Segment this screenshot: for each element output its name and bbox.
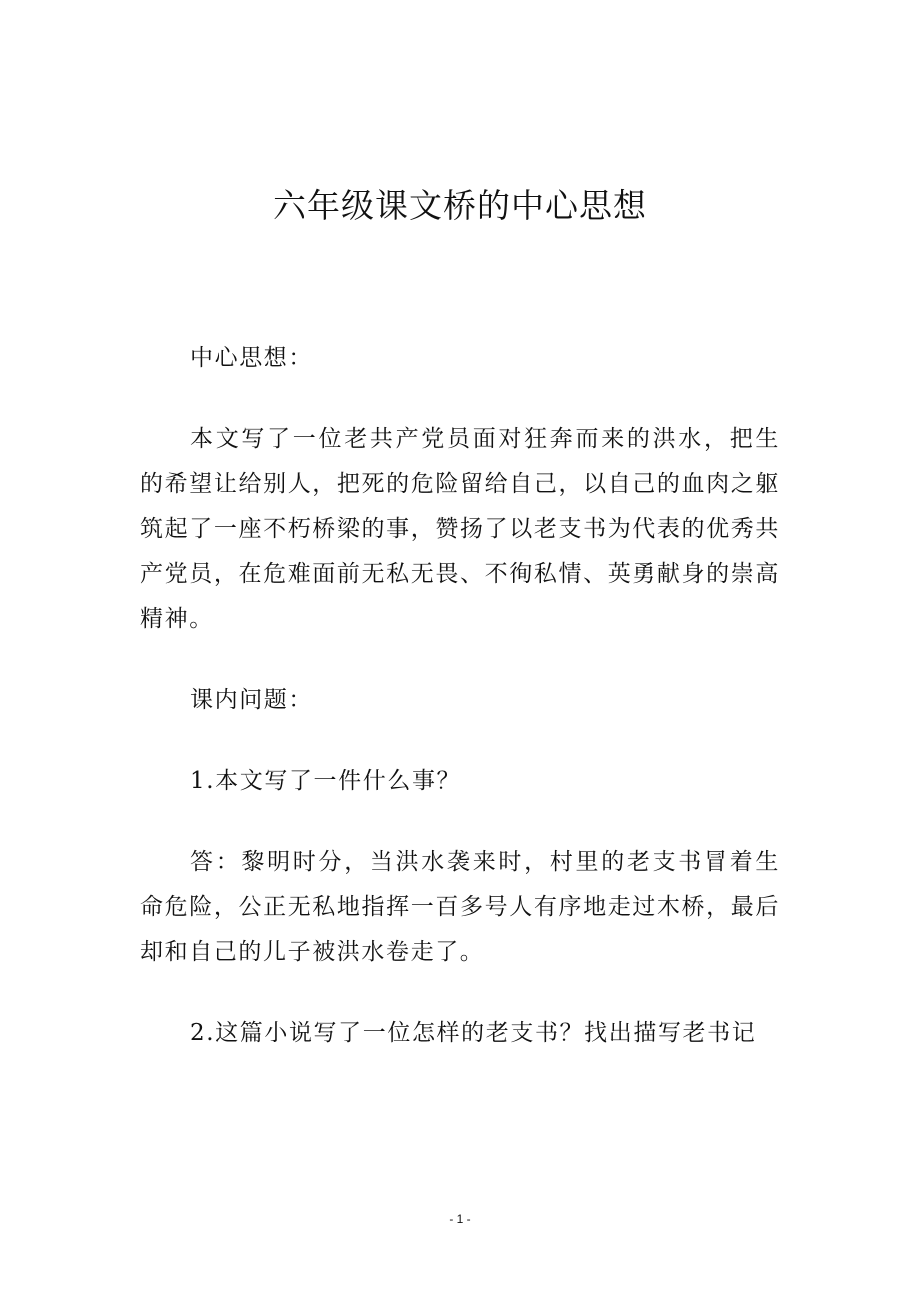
document-body — [140, 336, 780, 1092]
paragraph-central-idea: 本文写了一位老共产党员面对狂奔而来的洪水，把生的希望让给别人，把死的危险留给自己，以自己的血肉之躯筑起了一座不朽桥梁的事，赞扬了以老支书为代表的优秀共产党员，在危难面前无私无畏、不徇私情、英勇献身的崇高精神。 — [140, 426, 780, 632]
page-number: - 1 - — [449, 1212, 471, 1226]
document-title: 六年级课文桥的中心思想 — [273, 186, 647, 225]
question-1: 1.本文写了一件什么事？ — [190, 768, 462, 794]
section-heading-central-idea: 中心思想： — [190, 345, 313, 371]
question-2: 2.这篇小说写了一位怎样的老支书？找出描写老书记 — [190, 1020, 757, 1046]
section-heading-questions: 课内问题： — [190, 687, 313, 713]
answer-1: 答：黎明时分，当洪水袭来时，村里的老支书冒着生命危险，公正无私地指挥一百多号人有序地走过木桥，最后却和自己的儿子被洪水卷走了。 — [140, 849, 780, 965]
